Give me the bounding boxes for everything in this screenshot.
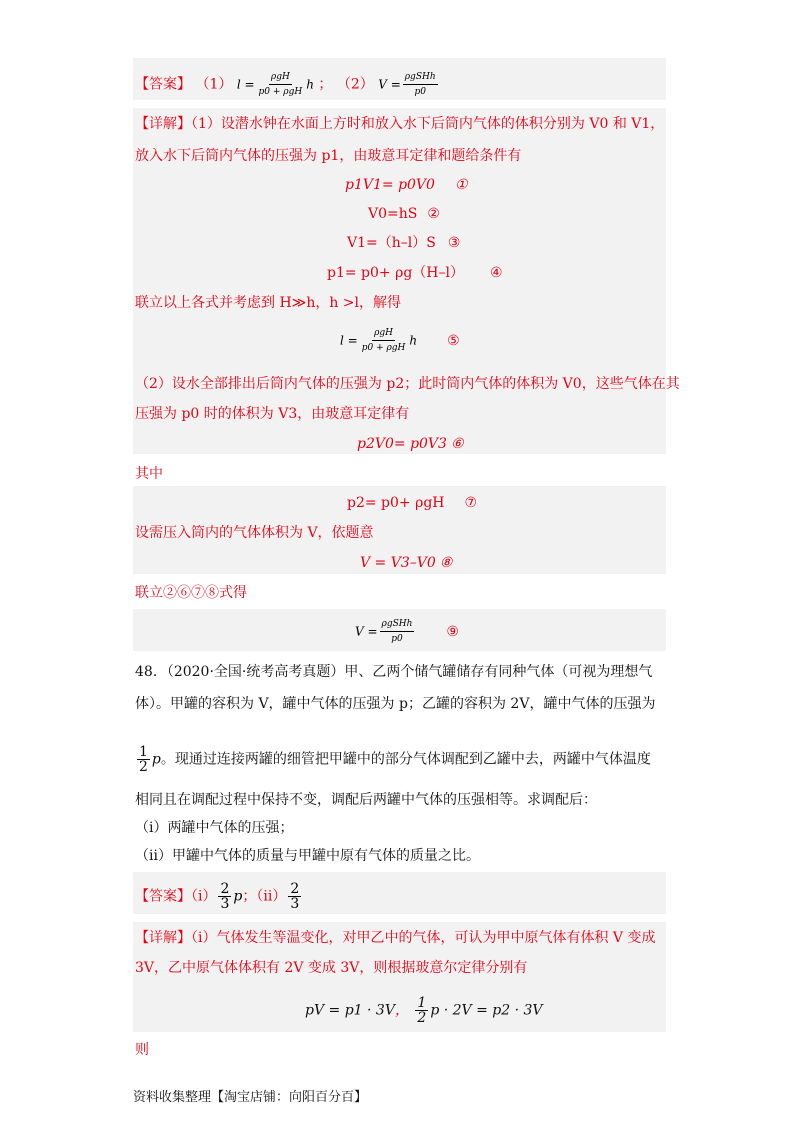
answer-2: 【答案】（i） $\frac{2}{3}$ p；（ii） $\frac{2}{3}$: [135, 881, 300, 912]
question-48-line-3: $\frac{1}{2}$ p。现通过连接两罐的细管把甲罐中的部分气体调配到乙罐中去，两罐中气体温度: [139, 744, 651, 775]
fraction: $\frac{\text{ρgSHh}}{p0}$: [404, 72, 436, 97]
detail-1-line-5: 压强为 p0 时的体积为 V3，由玻意耳定律有: [135, 406, 410, 422]
detail-2-line-3: 则: [135, 1042, 149, 1058]
answer-tag: 【答案】: [135, 888, 191, 905]
equation-8: V = V3–V0 ⑧: [360, 555, 453, 571]
detail-1-line-4: （2）设水全部排出后筒内气体的压强为 p2；此时筒内气体的体积为 V0，这些气体在其: [135, 376, 680, 392]
fraction: $\frac{1}{2}$: [139, 744, 148, 775]
question-48-item-2: （ii）甲罐中气体的质量与甲罐中原有气体的质量之比。: [135, 848, 480, 864]
detail-1-line-7: 设需压入筒内的气体体积为 V，依题意: [135, 525, 374, 541]
equation-1: p1V1= p0V0 ①: [345, 177, 468, 193]
fraction: $\frac{2}{3}$: [290, 881, 300, 912]
answer-tag: 【答案】: [135, 76, 191, 93]
detail-tag: 【详解】: [135, 116, 191, 132]
question-48-line-1: 48．（2020·全国·统考高考真题）甲、乙两个储气罐储存有同种气体（可视为理想气: [135, 664, 653, 680]
question-48-line-4: 相同且在调配过程中保持不变，调配后两罐中气体的压强相等。求调配后：: [135, 792, 597, 808]
detail-1-line-2: 放入水下后筒内气体的压强为 p1，由玻意耳定律和题给条件有: [135, 148, 522, 164]
equation-6: p2V0= p0V3 ⑥: [357, 436, 464, 452]
detail-2-line-2: 3V，乙中原气体体积有 2V 变成 3V，则根据玻意尔定律分别有: [135, 960, 528, 976]
fraction: $\frac{\text{ρgH}}{\text{p0 + ρgH}}$: [361, 328, 406, 353]
detail-1-line-6: 其中: [135, 466, 163, 482]
fraction: $\frac{2}{3}$: [220, 881, 230, 912]
fraction: $\frac{1}{2}$: [417, 995, 427, 1026]
detail-2-line-1: 【详解】（i）气体发生等温变化，对甲乙中的气体，可认为甲中原气体有体积 V 变成: [135, 930, 656, 946]
question-48-line-2: 体）。甲罐的容积为 V，罐中气体的压强为 p；乙罐的容积为 2V，罐中气体的压强为: [135, 696, 656, 712]
equation-9: V = $\frac{\text{ρgSHh}}{p0}$ ⑨: [355, 619, 459, 644]
footer-text: 资料收集整理【淘宝店铺：向阳百分百】: [133, 1090, 368, 1105]
question-48-item-1: （i）两罐中气体的压强；: [135, 820, 294, 836]
fraction: $\frac{\text{ρgSHh}}{p0}$: [381, 619, 413, 644]
detail-1-line-8: 联立②⑥⑦⑧式得: [135, 585, 247, 601]
equation-3: V1=（h–l）S ③: [347, 235, 461, 251]
detail-tag: 【详解】: [135, 930, 191, 946]
equation-2: V0=hS ②: [368, 206, 440, 222]
equation-4: p1= p0+ ρg（H–l） ④: [327, 265, 503, 281]
detail-1-line-3: 联立以上各式并考虑到 H≫h，h >l，解得: [135, 295, 402, 311]
equation-boyle: pV = p1 · 3V， $\frac{1}{2}$ p · 2V = p2 · 3V: [305, 995, 543, 1026]
detail-1-line-1: 【详解】（1）设潜水钟在水面上方时和放入水下后筒内气体的体积分别为 V0 和 V1，: [135, 116, 665, 132]
equation-7: p2= p0+ ρgH ⑦: [347, 495, 478, 511]
answer-1: 【答案】 （1） l = $\frac{\text{ρgH}}{\text{p0 + ρgH}}$ h ； （2） V = $\frac{\text{ρgSHh}}{p0}$: [135, 72, 436, 97]
fraction: $\frac{\text{ρgH}}{\text{p0 + ρgH}}$: [258, 72, 303, 97]
equation-5: l = $\frac{\text{ρgH}}{\text{p0 + ρgH}}$ h ⑤: [340, 328, 460, 353]
